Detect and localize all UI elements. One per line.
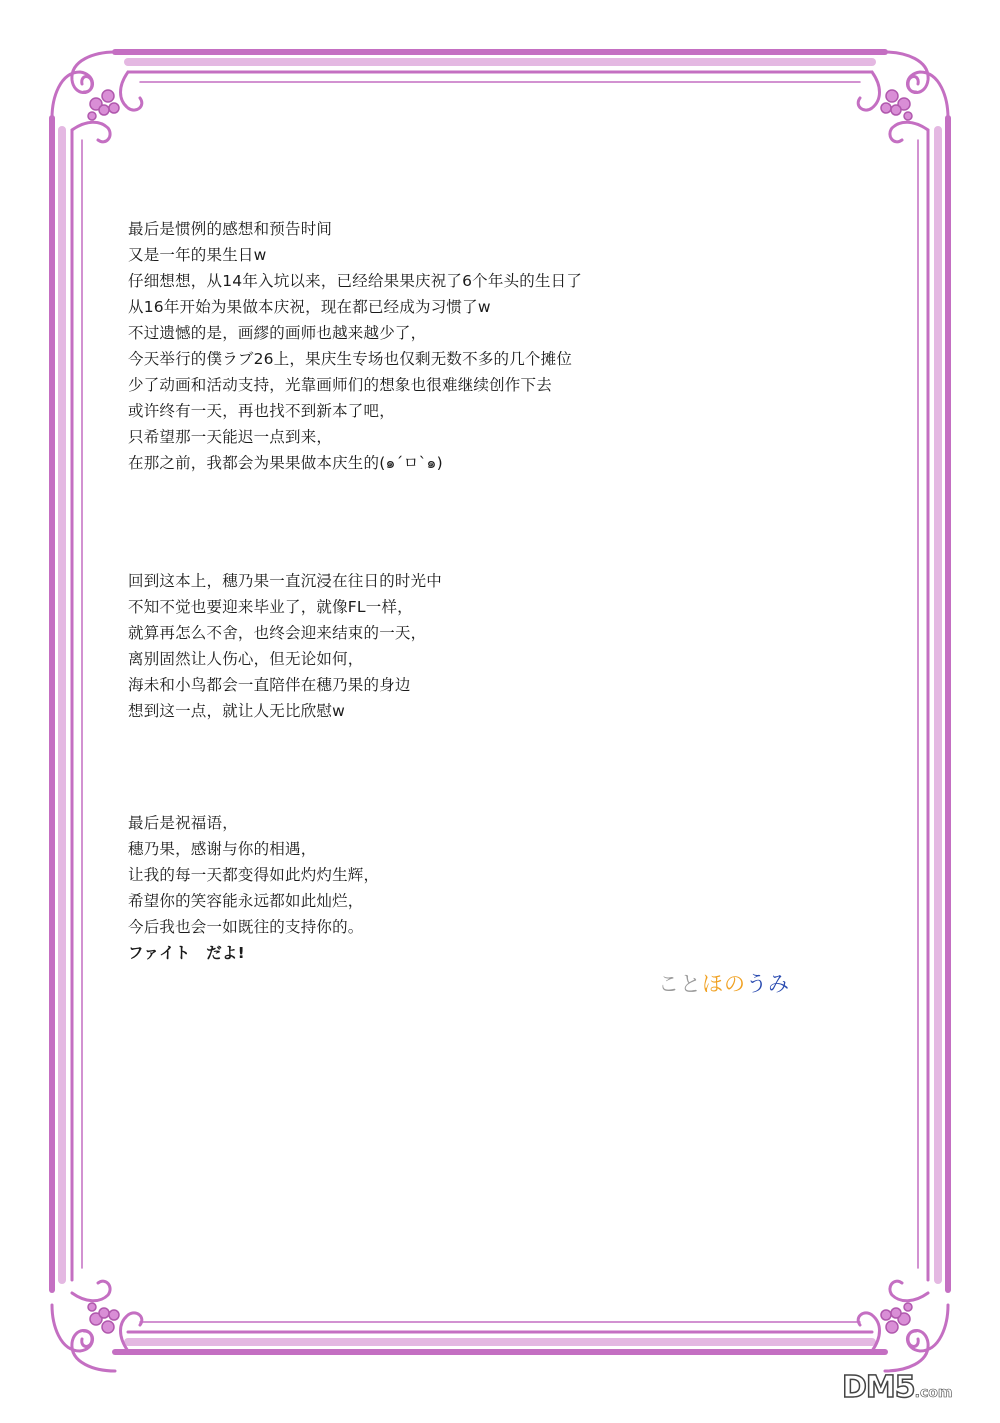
signature-part: こと: [658, 972, 702, 996]
text-line: 只希望那一天能迟一点到来，: [128, 428, 333, 446]
site-watermark-logo: [842, 1370, 952, 1405]
text-line: 想到这一点，就让人无比欣慰w: [128, 702, 345, 720]
signature-part: ほの: [702, 972, 746, 996]
text-line: 穗乃果，感谢与你的相遇，: [128, 840, 317, 858]
text-line: 仔细想想，从14年入坑以来，已经给果果庆祝了6个年头的生日了: [128, 272, 583, 290]
text-line: 今天举行的僕ラブ26上，果庆生专场也仅剩无数不多的几个摊位: [128, 350, 573, 368]
text-line: 从16年开始为果做本庆祝，现在都已经成为习惯了w: [128, 298, 491, 316]
paragraph-afterword: [128, 216, 582, 476]
paragraph-blessing: [128, 810, 379, 966]
text-line: 不知不觉也要迎来毕业了，就像FL一样，: [128, 598, 413, 616]
text-line: 或许终有一天，再也找不到新本了吧，: [128, 402, 395, 420]
text-line: 在那之前，我都会为果果做本庆生的(๑´ㅁ`๑): [128, 454, 443, 472]
text-line: 就算再怎么不舍，也终会迎来结束的一天，: [128, 624, 427, 642]
text-line: 今后我也会一如既往的支持你的。: [128, 918, 364, 936]
text-line: 最后是祝福语，: [128, 814, 238, 832]
watermark-suffix: .com: [914, 1385, 953, 1401]
text-line: 不过遗憾的是，画繆的画师也越来越少了，: [128, 324, 427, 342]
text-line: 海未和小鸟都会一直陪伴在穗乃果的身边: [128, 676, 411, 694]
signature: [658, 968, 790, 998]
text-line: 少了动画和活动支持，光靠画师们的想象也很难继续创作下去: [128, 376, 552, 394]
text-line: 希望你的笑容能永远都如此灿烂，: [128, 892, 364, 910]
paragraph-story-reflection: [128, 568, 442, 724]
watermark-main: DM5: [842, 1370, 915, 1405]
text-line: 离别固然让人伤心，但无论如何，: [128, 650, 364, 668]
text-line: 最后是惯例的感想和预告时间: [128, 220, 333, 238]
text-line-cheer: ファイト だよ!: [128, 944, 245, 962]
text-line: 让我的每一天都变得如此灼灼生辉，: [128, 866, 380, 884]
text-line: 又是一年的果生日w: [128, 246, 267, 264]
text-line: 回到这本上，穗乃果一直沉浸在往日的时光中: [128, 572, 443, 590]
signature-part: うみ: [746, 972, 790, 996]
